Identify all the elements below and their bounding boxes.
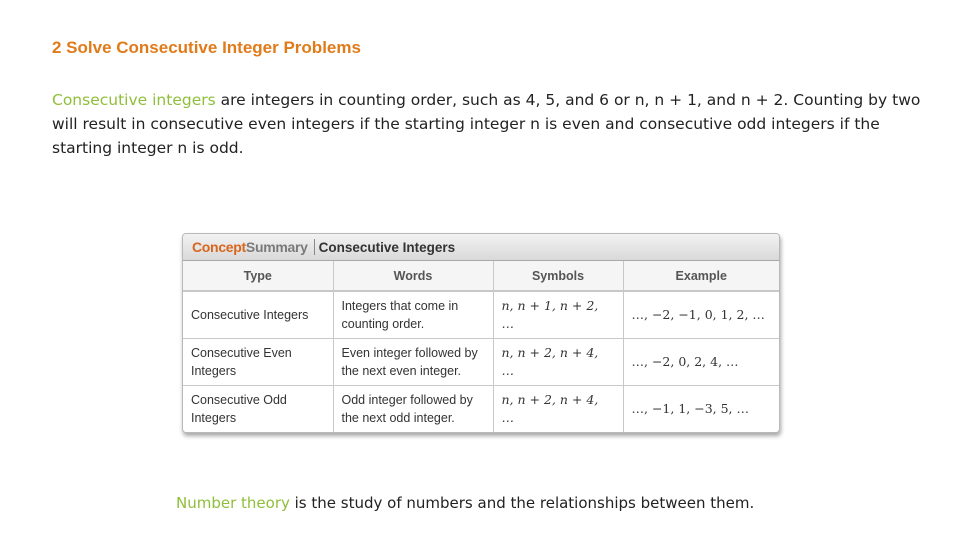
footer-text: is the study of numbers and the relationships between them. bbox=[289, 494, 755, 512]
table-header-row bbox=[183, 261, 779, 291]
column-header-words: Words bbox=[333, 261, 493, 291]
cell-type: Consecutive Odd Integers bbox=[183, 386, 333, 433]
concept-summary-box bbox=[182, 233, 780, 433]
column-header-type: Type bbox=[183, 261, 333, 291]
cell-symbols: n, n + 1, n + 2, … bbox=[493, 291, 623, 339]
concept-summary-header bbox=[183, 234, 779, 261]
cell-example: …, −2, −1, 0, 1, 2, … bbox=[623, 291, 779, 339]
footer-term: Number theory bbox=[176, 494, 290, 512]
cell-words: Integers that come in counting order. bbox=[333, 291, 493, 339]
cell-example: …, −1, 1, −3, 5, … bbox=[631, 401, 749, 416]
summary-label: Summary bbox=[245, 239, 308, 255]
table-row bbox=[183, 339, 779, 386]
intro-term: Consecutive integers bbox=[52, 91, 216, 109]
consecutive-integers-table bbox=[183, 261, 779, 432]
concept-summary-title: Consecutive Integers bbox=[318, 239, 456, 255]
header-divider bbox=[314, 239, 315, 255]
cell-symbols: n, n + 2, n + 4, … bbox=[493, 386, 623, 433]
table-row bbox=[183, 386, 779, 433]
cell-type: Consecutive Integers bbox=[183, 291, 333, 339]
cell-example: …, −2, 0, 2, 4, … bbox=[623, 339, 779, 386]
concept-label: Concept bbox=[192, 239, 246, 255]
column-header-symbols: Symbols bbox=[493, 261, 623, 291]
cell-words: Even integer followed by the next even integer. bbox=[333, 339, 493, 386]
table-row bbox=[183, 291, 779, 339]
column-header-example: Example bbox=[623, 261, 779, 291]
intro-paragraph bbox=[52, 88, 922, 160]
footer-paragraph bbox=[176, 494, 754, 512]
cell-symbols: n, n + 2, n + 4, … bbox=[493, 339, 623, 386]
intro-text: are integers in counting order, such as 4, 5, and 6 or n, n + 1, and n + 2. Counting by two will result in consecutive even integers if the starting integer n is even and consecutive odd integers if the starting integer n is odd. bbox=[52, 91, 921, 157]
cell-words: Odd integer followed by the next odd integer. bbox=[333, 386, 493, 433]
slide-heading: 2 Solve Consecutive Integer Problems bbox=[52, 38, 361, 57]
cell-type: Consecutive Even Integers bbox=[183, 339, 333, 386]
